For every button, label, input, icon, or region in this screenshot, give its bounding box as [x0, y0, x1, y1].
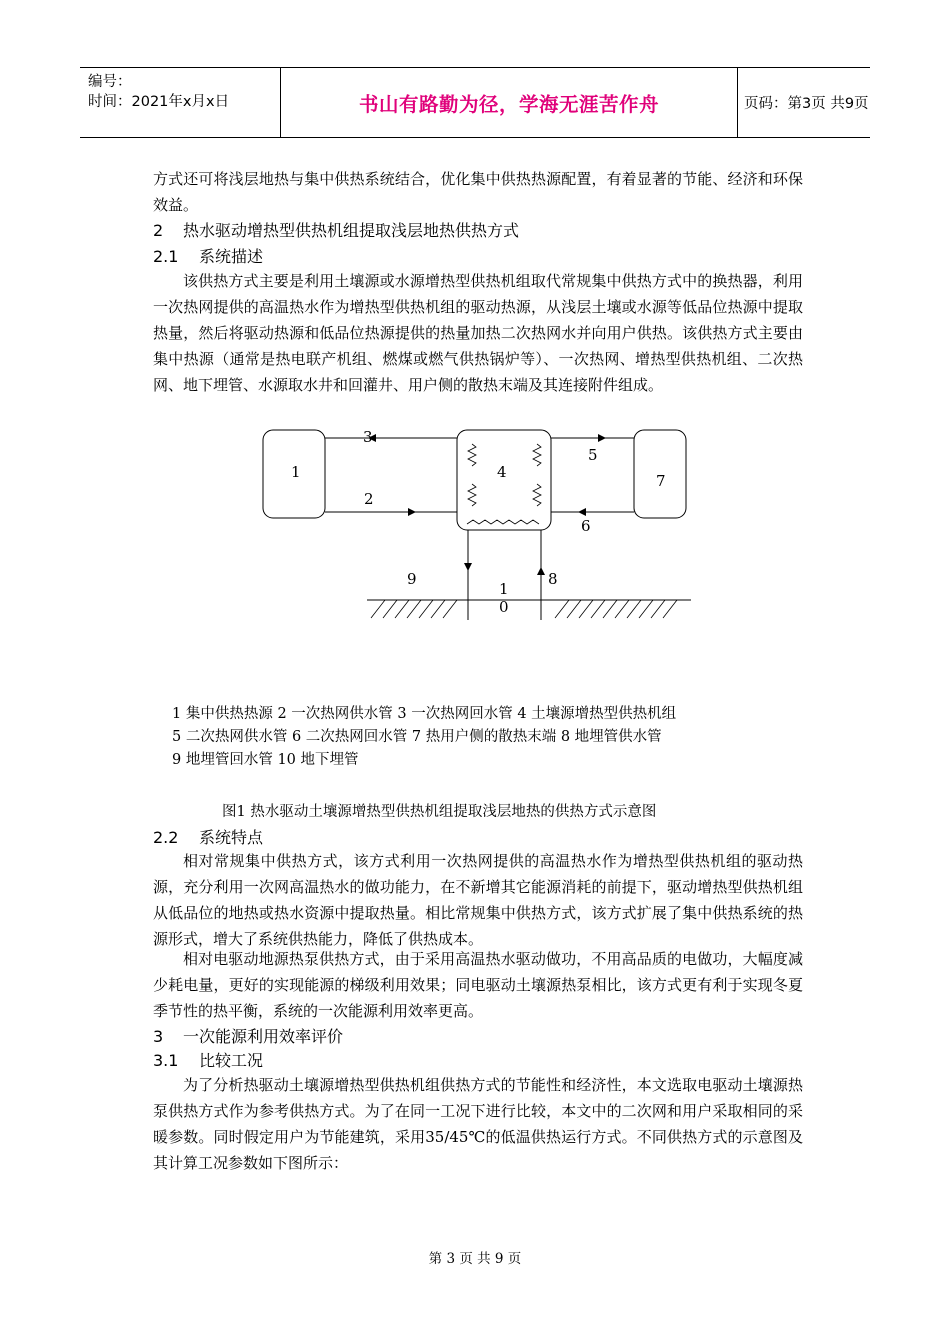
- page-header: [80, 67, 870, 138]
- paragraph-comparison-conditions: 为了分析热驱动土壤源增热型供热机组供热方式的节能性和经济性，本文选取电驱动土壤源热泵供热方式作为参考供热方式。为了在同一工况下进行比较，本文中的二次网和用户采取相同的采暖参数。同时假定用户为节能建筑，采用35/45℃的低温供热运行方式。不同供热方式的示意图及其计算工况参数如下图所示：: [153, 1076, 803, 1172]
- coil-icon: [467, 520, 539, 524]
- coil-icon: [468, 484, 476, 506]
- figure-legend: [172, 703, 812, 772]
- label-10-second-digit: 0: [499, 598, 509, 616]
- label-2: 2: [364, 490, 374, 508]
- heading-number: 3: [153, 1027, 164, 1046]
- label-10-first-digit: 1: [499, 580, 509, 598]
- label-8: 8: [548, 570, 558, 588]
- heading-section-3: [153, 1024, 343, 1047]
- header-motto-cell: [280, 68, 738, 137]
- paragraph-intro-continued: 方式还可将浅层地热与集中供热系统结合，优化集中供热热源配置，有着显著的节能、经济和环保效益。: [153, 170, 803, 214]
- code-label: 编号：: [88, 74, 132, 90]
- label-4: 4: [497, 463, 507, 481]
- time-label: 时间：2021年x月x日: [88, 94, 230, 110]
- system-schematic-diagram: [255, 420, 715, 630]
- legend-line: 1 集中供热热源 2 一次热网供水管 3 一次热网回水管 4 土壤源增热型供热机组: [172, 706, 677, 722]
- heading-section-2: [153, 218, 519, 241]
- paragraph-features-1: 相对常规集中供热方式，该方式利用一次热网提供的高温热水作为增热型供热机组的驱动热源，充分利用一次网高温热水的做功能力，在不新增其它能源消耗的前提下，驱动增热型供热机组从低品位的地热或热水资源中提取热量。相比常规集中供热方式，该方式扩展了集中供热系统的热源形式，增大了系统供热能力，降低了供热成本。: [153, 852, 803, 948]
- page-footer: 第 3 页 共 9 页: [428, 1251, 522, 1267]
- heading-number: 2: [153, 221, 164, 240]
- label-5: 5: [588, 446, 598, 464]
- heading-text: 系统特点: [199, 828, 264, 847]
- heading-text: 热水驱动增热型供热机组提取浅层地热供热方式: [183, 221, 520, 240]
- heading-number: 2.2: [153, 828, 179, 847]
- label-3: 3: [363, 428, 373, 446]
- coil-icon: [533, 484, 541, 506]
- label-6: 6: [581, 517, 591, 535]
- heading-section-3-1: [153, 1048, 263, 1071]
- heading-number: 3.1: [153, 1051, 179, 1070]
- heading-text: 比较工况: [199, 1051, 264, 1070]
- figure-caption: 图1 热水驱动土壤源增热型供热机组提取浅层地热的供热方式示意图: [222, 804, 657, 820]
- heading-section-2-1: [153, 244, 263, 267]
- label-1: 1: [291, 463, 301, 481]
- motto: 书山有路勤为径，学海无涯苦作舟: [358, 92, 659, 116]
- coil-icon: [533, 444, 541, 466]
- coil-icon: [468, 444, 476, 466]
- heading-number: 2.1: [153, 247, 179, 266]
- paragraph-features-2: 相对电驱动地源热泵供热方式，由于采用高温热水驱动做功，不用高品质的电做功，大幅度减少耗电量，更好的实现能源的梯级利用效果；同电驱动土壤源热泵相比，该方式更有利于实现冬夏季节性的热平衡，系统的一次能源利用效率更高。: [153, 950, 803, 1020]
- legend-line: 9 地埋管回水管 10 地下埋管: [172, 752, 359, 768]
- page-number-label: 页码：第3页 共9页: [744, 96, 869, 112]
- header-meta: [88, 72, 278, 112]
- legend-line: 5 二次热网供水管 6 二次热网回水管 7 热用户侧的散热末端 8 地埋管供水管: [172, 729, 662, 745]
- ground-hatching: [367, 600, 691, 618]
- heading-section-2-2: [153, 825, 263, 848]
- heading-text: 系统描述: [199, 247, 264, 266]
- label-9: 9: [407, 570, 417, 588]
- label-7: 7: [656, 472, 666, 490]
- paragraph-system-description: 该供热方式主要是利用土壤源或水源增热型供热机组取代常规集中供热方式中的换热器，利用一次热网提供的高温热水作为增热型供热机组的驱动热源，从浅层土壤或水源等低品位热源中提取热量，然后将驱动热源和低品位热源提供的热量加热二次热网水并向用户供热。该供热方式主要由集中热源（通常是热电联产机组、燃煤或燃气供热锅炉等）、一次热网、增热型供热机组、二次热网、地下埋管、水源取水井和回灌井、用户侧的散热末端及其连接附件组成。: [153, 272, 803, 394]
- heading-text: 一次能源利用效率评价: [183, 1027, 344, 1046]
